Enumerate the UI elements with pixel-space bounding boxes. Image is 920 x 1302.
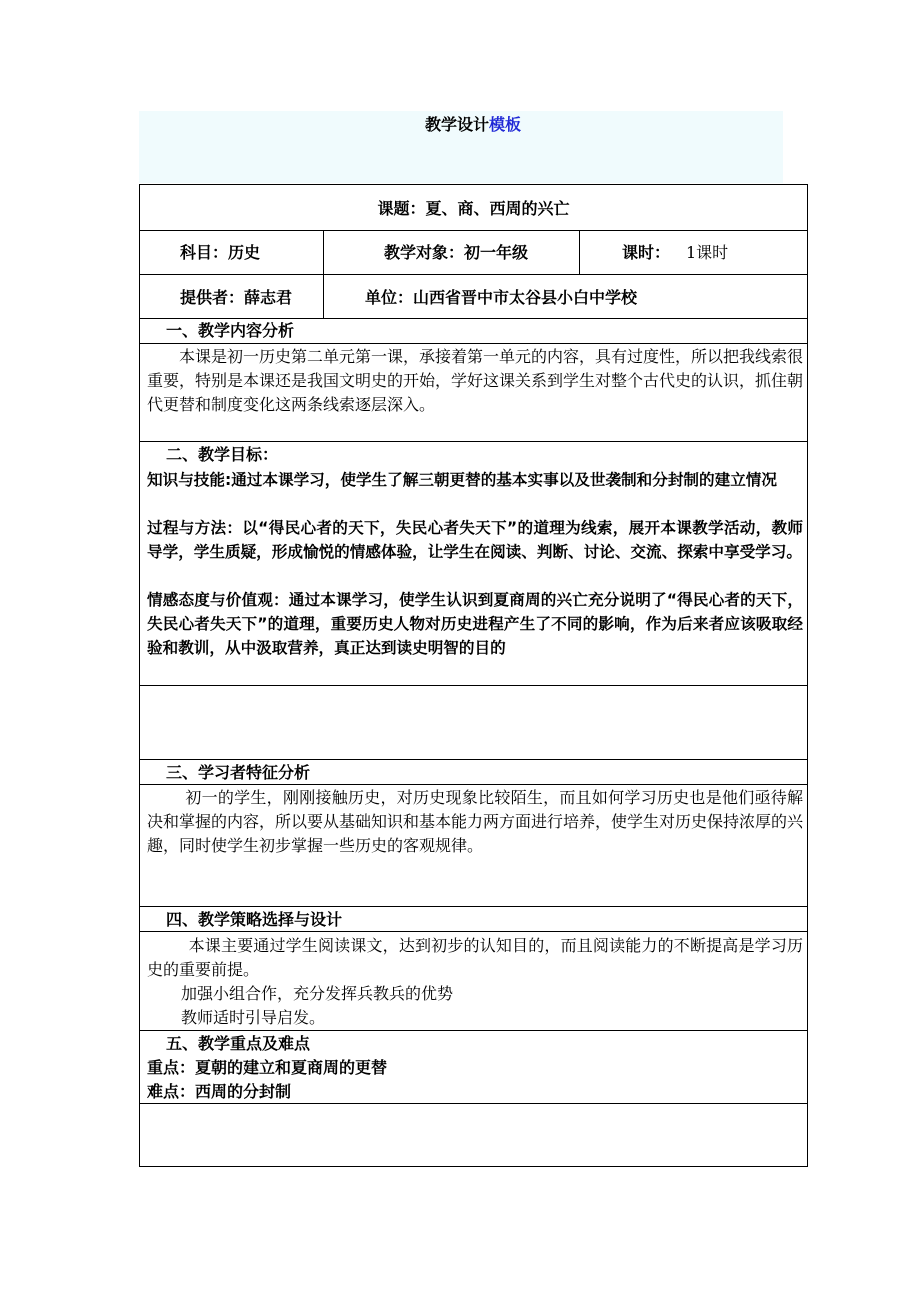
lesson-period-label: 课时： xyxy=(622,243,671,262)
strategy-line-1: 本课主要通过学生阅读课文，达到初步的认知目的，而且阅读能力的不断提高是学习历史的重要前提。 xyxy=(147,936,803,979)
section-heading: 五、教学重点及难点 xyxy=(166,1034,311,1053)
content-analysis-text: 本课是初一历史第二单元第一课，承接着第一单元的内容，具有过度性，所以把我线索很重要，特别是本课还是我国文明史的开始，学好这课关系到学生对整个古代史的认识，抓住朝代更替和制度变化这两条线索逐层深入。 xyxy=(147,347,804,414)
section-heading: 一、教学内容分析 xyxy=(166,321,295,340)
section-heading: 四、教学策略选择与设计 xyxy=(166,910,343,929)
lesson-subject: 科目：历史 xyxy=(180,243,261,262)
document-title xyxy=(139,114,807,136)
column-divider xyxy=(323,230,324,274)
lesson-unit: 单位：山西省晋中市太谷县小白中学校 xyxy=(365,288,638,307)
lesson-period-value: 1课时 xyxy=(686,243,729,262)
row-divider xyxy=(139,441,808,442)
row-divider xyxy=(139,1030,808,1031)
column-divider xyxy=(579,230,580,274)
title-main: 教学设计 xyxy=(424,115,489,134)
section-heading: 二、教学目标： xyxy=(166,445,279,464)
objective-attitude: 情感态度与价值观：通过本课学习，使学生认识到夏商周的兴亡充分说明了“得民心者的天下，失民心者失天下”的道理，重要历史人物对历史进程产生了不同的影响，作为后来者应该吸取经验和教训，从中汲取营养，真正达到读史明智的目的 xyxy=(147,591,803,657)
column-divider xyxy=(323,274,324,318)
row-divider xyxy=(139,230,808,231)
key-point: 重点：夏朝的建立和夏商周的更替 xyxy=(147,1058,388,1077)
lesson-topic: 课题：夏、商、西周的兴亡 xyxy=(377,199,570,218)
lesson-audience: 教学对象：初一年级 xyxy=(384,243,529,262)
difficult-point: 难点：西周的分封制 xyxy=(147,1082,292,1101)
strategy-line-3: 教师适时引导启发。 xyxy=(181,1008,326,1027)
strategy-line-2: 加强小组合作，充分发挥兵教兵的优势 xyxy=(181,984,454,1003)
title-accent-link[interactable]: 模板 xyxy=(489,115,522,134)
row-divider xyxy=(139,759,808,760)
objective-knowledge: 知识与技能:通过本课学习，使学生了解三朝更替的基本实事以及世袭制和分封制的建立情况 xyxy=(147,471,777,489)
learner-analysis-text: 初一的学生，刚刚接触历史，对历史现象比较陌生，而且如何学习历史也是他们亟待解决和掌握的内容，所以要从基础知识和基本能力两方面进行培养，使学生对历史保持浓厚的兴趣，同时使学生初步掌握一些历史的客观规律。 xyxy=(147,788,804,855)
objective-process: 过程与方法：以“得民心者的天下，失民心者失天下”的道理为线索，展开本课教学活动，教师导学，学生质疑，形成愉悦的情感体验，让学生在阅读、判断、讨论、交流、探索中享受学习。 xyxy=(147,519,803,561)
row-divider xyxy=(139,274,808,275)
row-divider xyxy=(139,685,808,686)
lesson-provider: 提供者：薛志君 xyxy=(180,288,293,307)
section-heading: 三、学习者特征分析 xyxy=(166,763,311,782)
row-divider xyxy=(139,906,808,907)
row-divider xyxy=(139,343,808,344)
